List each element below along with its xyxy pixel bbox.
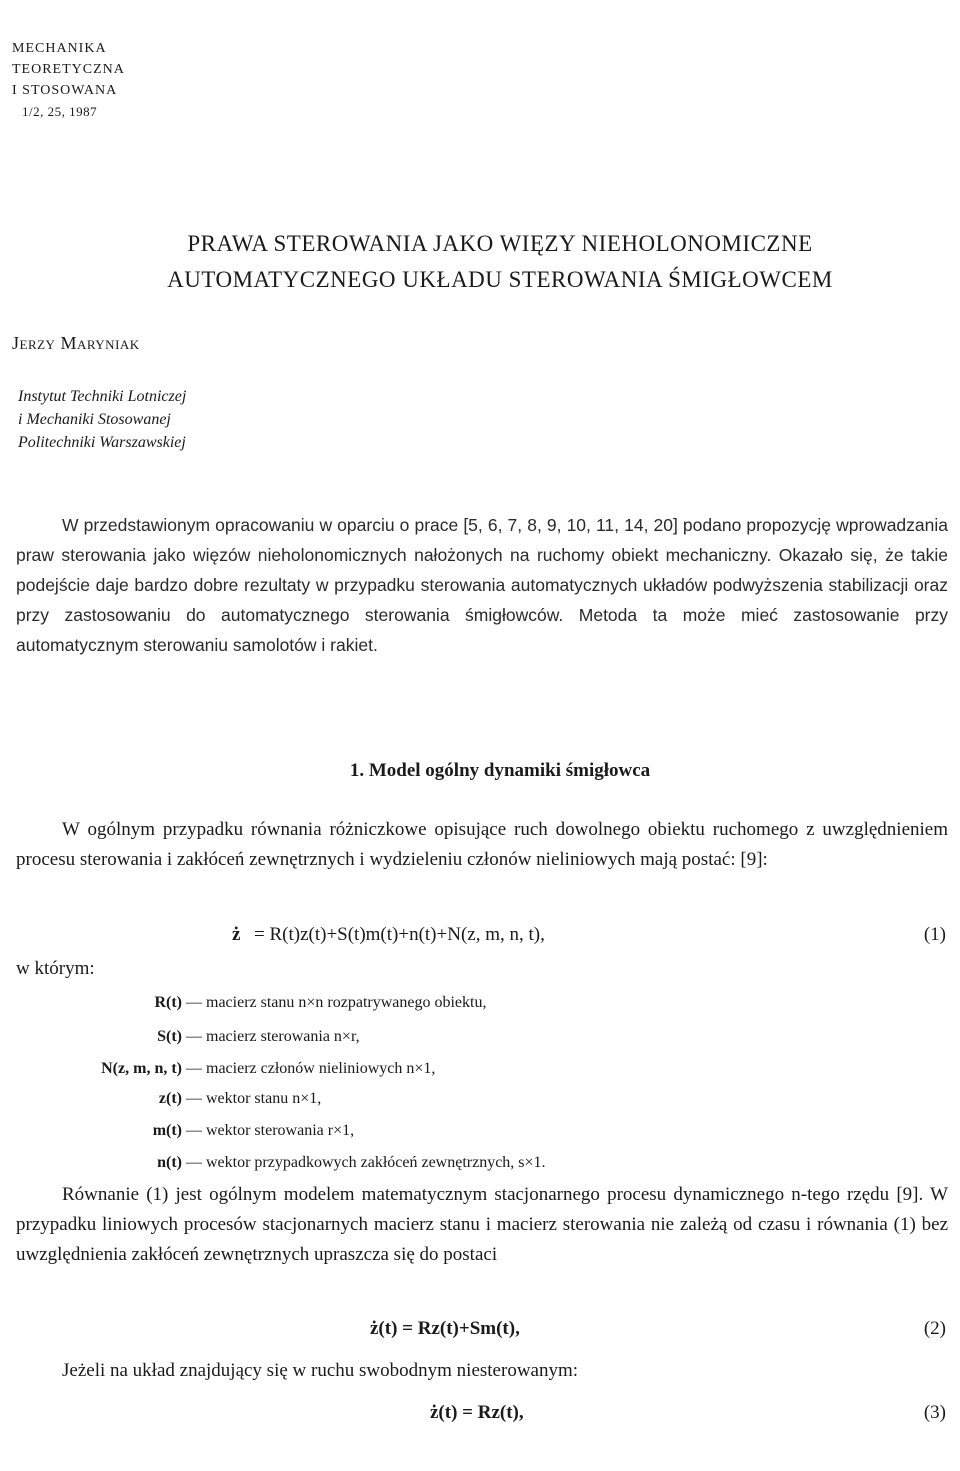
equation-1-number: (1) [923, 924, 946, 945]
equation-2-expr: ż(t) = Rz(t)+Sm(t), [370, 1318, 520, 1339]
where-label: w którym: [16, 958, 95, 979]
equation-3-number: (3) [923, 1402, 946, 1423]
definition-row [0, 988, 960, 1018]
equation-2-number: (2) [923, 1318, 946, 1339]
equation-1-lhs: ż [232, 924, 241, 945]
affiliation [18, 385, 186, 454]
section-heading [0, 760, 960, 782]
definition-symbol: N(z, m, n, t) [101, 1060, 182, 1077]
paragraph-2-text: Równanie (1) jest ogólnym modelem matematycznym stacjonarnego procesu dynamicznego n-tego rzędu [9]. W przypadku liniowych procesów stacjonarnych macierz stanu i macierz sterowania nie zależą od czasu i równania (1) bez uwzględnienia zakłóceń zewnętrznych upraszcza się do postaci [16, 1184, 948, 1265]
paper-title [0, 226, 960, 298]
affiliation-line3: Politechniki Warszawskiej [18, 434, 186, 451]
paragraph-3-text: Jeżeli na układ znajdujący się w ruchu swobodnym niesterowanym: [62, 1360, 579, 1381]
journal-name-line1: MECHANIKA [12, 41, 107, 56]
definition-symbol: S(t) [157, 1028, 182, 1045]
definition-row [0, 1116, 960, 1146]
equation-3-expr: ż(t) = Rz(t), [430, 1402, 524, 1423]
paragraph-1 [16, 815, 948, 875]
journal-name-line3: I STOSOWANA [12, 83, 118, 98]
paragraph-3 [62, 1356, 942, 1386]
abstract-text: W przedstawionym opracowaniu w oparciu o prace [5, 6, 7, 8, 9, 10, 11, 14, 20] podano propozycję wprowadzania praw sterowania jako więzów nieholonomicznych nałożonych na ruchomy obiekt mechaniczny. Okazało się, że takie podejście daje bardzo dobre rezultaty w przypadku sterowania automatycznych układów podwyższenia stabilizacji oraz przy zastosowaniu do automatycznego sterowania śmigłowców. Metoda ta może mieć zastosowanie przy automatycznym sterowaniu samolotów i rakiet. [16, 515, 948, 655]
definition-text: — wektor przypadkowych zakłóceń zewnętrznych, s×1. [186, 1154, 546, 1171]
definition-text: — wektor sterowania r×1, [186, 1122, 355, 1139]
title-line1: PRAWA STEROWANIA JAKO WIĘZY NIEHOLONOMICZNE [187, 231, 813, 256]
definition-text: — macierz stanu n×n rozpatrywanego obiektu, [186, 994, 487, 1011]
journal-header [12, 38, 125, 122]
paragraph-1-text: W ogólnym przypadku równania różniczkowe opisujące ruch dowolnego obiektu ruchomego z uwzględnieniem procesu sterowania i zakłóceń zewnętrznych i wydzieleniu członów nieliniowych mają postać: [9]: [16, 819, 948, 870]
affiliation-line2: i Mechaniki Stosowanej [18, 411, 171, 428]
definition-text: — wektor stanu n×1, [186, 1090, 322, 1107]
paragraph-2 [16, 1180, 948, 1270]
title-line2: AUTOMATYCZNEGO UKŁADU STEROWANIA ŚMIGŁOWCEM [167, 267, 833, 292]
definition-symbol: z(t) [158, 1090, 182, 1107]
journal-name-line2: TEORETYCZNA [12, 62, 125, 77]
definition-row [0, 1022, 960, 1052]
affiliation-line1: Instytut Techniki Lotniczej [18, 388, 187, 405]
journal-issue: 1/2, 25, 1987 [22, 104, 98, 119]
equation-1-rhs: = R(t)z(t)+S(t)m(t)+n(t)+N(z, m, n, t), [254, 924, 545, 945]
definitions-list [0, 988, 960, 1178]
definition-symbol: n(t) [157, 1154, 182, 1171]
definition-symbol: m(t) [152, 1122, 182, 1139]
definition-row [0, 1084, 960, 1114]
author-name: Jerzy Maryniak [12, 333, 140, 353]
definition-row [0, 1148, 960, 1178]
definition-row [0, 1054, 960, 1084]
abstract [16, 510, 948, 660]
definition-symbol: R(t) [154, 994, 182, 1011]
definition-text: — macierz sterowania n×r, [186, 1028, 360, 1045]
section-heading-text: 1. Model ogólny dynamiki śmigłowca [349, 760, 651, 781]
definition-text: — macierz członów nieliniowych n×1, [186, 1060, 436, 1077]
